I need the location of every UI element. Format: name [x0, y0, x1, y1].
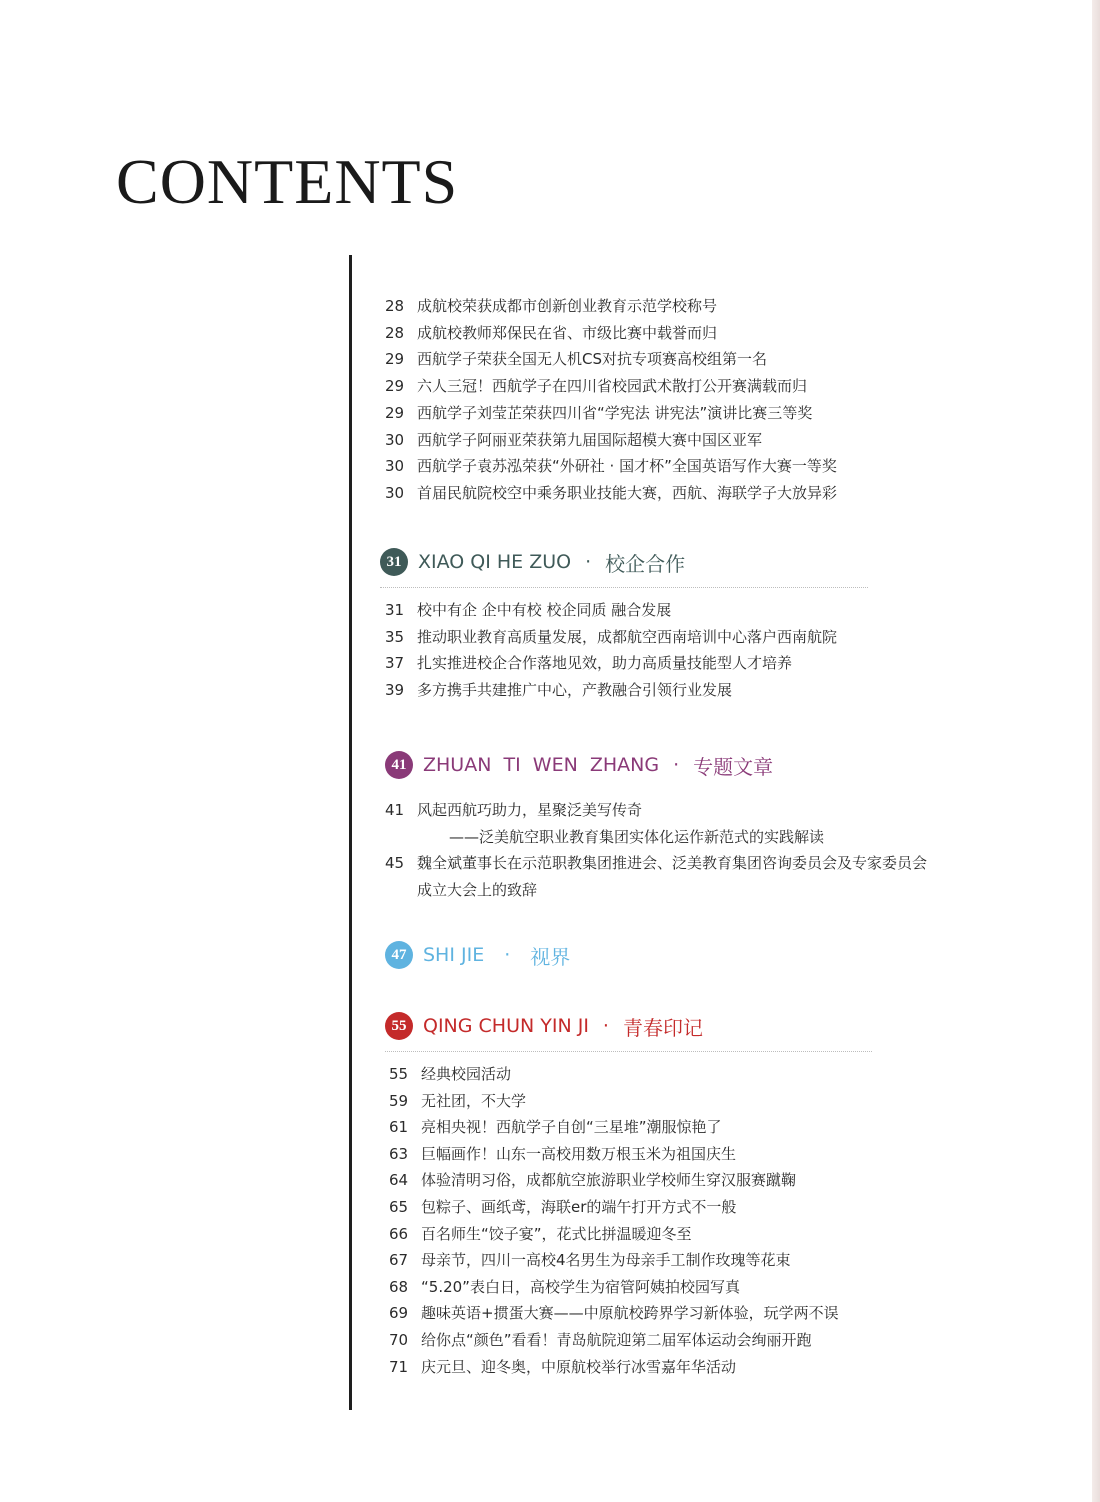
entry-title: 推动职业教育高质量发展，成都航空西南培训中心落户西南航院 [417, 627, 838, 646]
entry-subtitle: ——泛美航空职业教育集团实体化运作新范式的实践解读 [449, 827, 825, 846]
vertical-divider [349, 255, 352, 1410]
entry-title: 成航校教师郑保民在省、市级比赛中载誉而归 [417, 323, 718, 342]
entry-title: 给你点“颜色”看看！青岛航院迎第二届军体运动会绚丽开跑 [421, 1331, 812, 1349]
toc-entry[interactable] [385, 321, 717, 345]
entry-title: 庆元旦、迎冬奥，中原航校举行冰雪嘉年华活动 [421, 1357, 737, 1376]
toc-entry[interactable] [385, 678, 732, 702]
toc-entry[interactable] [389, 1248, 791, 1272]
page-number: 28 [385, 297, 405, 315]
page-title: CONTENTS [116, 146, 459, 217]
toc-entry-subtitle [385, 825, 824, 849]
section-chinese-title: 专题文章 [693, 754, 774, 779]
section-page-badge: 41 [385, 751, 413, 779]
toc-entry[interactable] [385, 454, 837, 478]
page-number: 30 [385, 430, 405, 449]
page-number: 64 [389, 1171, 409, 1190]
entry-title: 魏全斌董事长在示范职教集团推进会、泛美教育集团咨询委员会及专家委员会 [417, 854, 928, 873]
toc-entry[interactable] [389, 1062, 511, 1086]
page-number: 55 [389, 1065, 409, 1083]
toc-entry[interactable] [389, 1222, 692, 1246]
section-separator-dot: · [602, 1015, 609, 1037]
page-number: 41 [385, 801, 405, 819]
page-number: 28 [385, 323, 405, 342]
section-pinyin-title: SHI JIE [423, 944, 485, 966]
toc-entry[interactable] [389, 1168, 796, 1192]
toc-entry[interactable] [389, 1301, 839, 1325]
section-page-badge: 47 [385, 941, 413, 969]
page-number: 29 [385, 350, 405, 369]
entry-title: 六人三冠！西航学子在四川省校园武术散打公开赛满载而归 [417, 377, 808, 396]
section-pinyin-title: ZHUAN TI WEN ZHANG [423, 754, 660, 776]
section-page-badge: 31 [380, 548, 408, 576]
entry-title: 多方携手共建推广中心，产教融合引领行业发展 [417, 681, 733, 700]
toc-entry[interactable] [385, 798, 642, 822]
entry-title: 西航学子荣获全国无人机CS对抗专项赛高校组第一名 [417, 350, 767, 369]
section-header-shi-jie[interactable] [385, 940, 570, 970]
page-number: 61 [389, 1118, 409, 1137]
page-number: 39 [385, 681, 405, 700]
toc-entry[interactable] [389, 1328, 812, 1352]
section-chinese-title: 视界 [530, 944, 571, 969]
page-number: 45 [385, 854, 405, 873]
toc-entry[interactable] [385, 651, 792, 675]
page-number: 67 [389, 1251, 409, 1270]
toc-entry[interactable] [385, 401, 812, 425]
toc-entry[interactable] [389, 1089, 526, 1113]
entry-title: 趣味英语+掼蛋大赛——中原航校跨界学习新体验，玩学两不误 [421, 1304, 839, 1323]
page-number: 59 [389, 1091, 409, 1110]
entry-title: 经典校园活动 [421, 1065, 512, 1083]
entry-title: 无社团，不大学 [421, 1091, 527, 1110]
entry-title: 首届民航院校空中乘务职业技能大赛，西航、海联学子大放异彩 [417, 483, 838, 502]
section-page-badge: 55 [385, 1012, 413, 1040]
toc-entry[interactable] [385, 347, 767, 371]
section-header-qing-chun-yin-ji[interactable] [385, 1011, 703, 1041]
page-number: 31 [385, 601, 405, 619]
entry-title: 西航学子袁苏泓荣获“外研社 · 国才杯”全国英语写作大赛一等奖 [417, 457, 837, 476]
section-chinese-title: 校企合作 [605, 551, 686, 576]
toc-entry[interactable] [385, 625, 837, 649]
page-number: 29 [385, 377, 405, 396]
entry-title: 百名师生“饺子宴”，花式比拼温暖迎冬至 [421, 1224, 692, 1243]
page-edge-decoration [1092, 0, 1100, 1502]
page-number: 37 [385, 654, 405, 673]
dotted-separator [380, 587, 868, 588]
entry-title: 巨幅画作！山东一高校用数万根玉米为祖国庆生 [421, 1144, 737, 1163]
entry-title: 校中有企 企中有校 校企同质 融合发展 [417, 601, 672, 619]
toc-entry[interactable] [389, 1355, 736, 1379]
section-chinese-title: 青春印记 [622, 1015, 703, 1040]
entry-title: 成航校荣获成都市创新创业教育示范学校称号 [417, 297, 718, 315]
page-number: 70 [389, 1331, 409, 1349]
toc-entry-continuation [385, 878, 537, 902]
page-number: 30 [385, 457, 405, 476]
entry-title: “5.20”表白日，高校学生为宿管阿姨拍校园写真 [421, 1277, 740, 1296]
section-separator-dot: · [585, 551, 592, 573]
page-number: 69 [389, 1304, 409, 1323]
toc-entry[interactable] [385, 294, 717, 318]
toc-entry[interactable] [385, 598, 671, 622]
section-header-xiao-qi-he-zuo[interactable] [380, 547, 685, 577]
entry-title: 风起西航巧助力，星聚泛美写传奇 [417, 801, 643, 819]
entry-title: 体验清明习俗，成都航空旅游职业学校师生穿汉服赛蹴鞠 [421, 1171, 797, 1190]
toc-entry[interactable] [385, 851, 927, 875]
page-number: 35 [385, 627, 405, 646]
section-separator-dot: · [504, 944, 511, 966]
toc-entry[interactable] [385, 428, 762, 452]
page-number: 68 [389, 1277, 409, 1296]
entry-title: 亮相央视！西航学子自创“三星堆”潮服惊艳了 [421, 1118, 722, 1137]
entry-title: 西航学子阿丽亚荣获第九届国际超模大赛中国区亚军 [417, 430, 763, 449]
section-pinyin-title: XIAO QI HE ZUO [418, 551, 572, 573]
page-number: 65 [389, 1198, 409, 1216]
page-number: 30 [385, 483, 405, 502]
entry-title: 包粽子、画纸鸢，海联er的端午打开方式不一般 [421, 1198, 737, 1216]
entry-title: 西航学子刘莹芷荣获四川省“学宪法 讲宪法”演讲比赛三等奖 [417, 403, 813, 422]
page-number: 66 [389, 1224, 409, 1243]
entry-title-continuation: 成立大会上的致辞 [417, 881, 538, 900]
toc-entry[interactable] [389, 1115, 722, 1139]
dotted-separator [385, 1051, 872, 1052]
section-pinyin-title: QING CHUN YIN JI [423, 1015, 589, 1037]
entry-title: 扎实推进校企合作落地见效，助力高质量技能型人才培养 [417, 654, 793, 673]
toc-entry[interactable] [389, 1142, 736, 1166]
toc-entry[interactable] [389, 1275, 740, 1299]
section-header-zhuan-ti-wen-zhang[interactable] [385, 750, 773, 780]
toc-entry[interactable] [385, 374, 807, 398]
toc-entry[interactable] [389, 1195, 736, 1219]
entry-title: 母亲节，四川一高校4名男生为母亲手工制作玫瑰等花束 [421, 1251, 791, 1270]
section-separator-dot: · [673, 754, 680, 776]
page-number: 71 [389, 1357, 409, 1376]
toc-entry[interactable] [385, 481, 837, 505]
page-number: 63 [389, 1144, 409, 1163]
page-number: 29 [385, 403, 405, 422]
